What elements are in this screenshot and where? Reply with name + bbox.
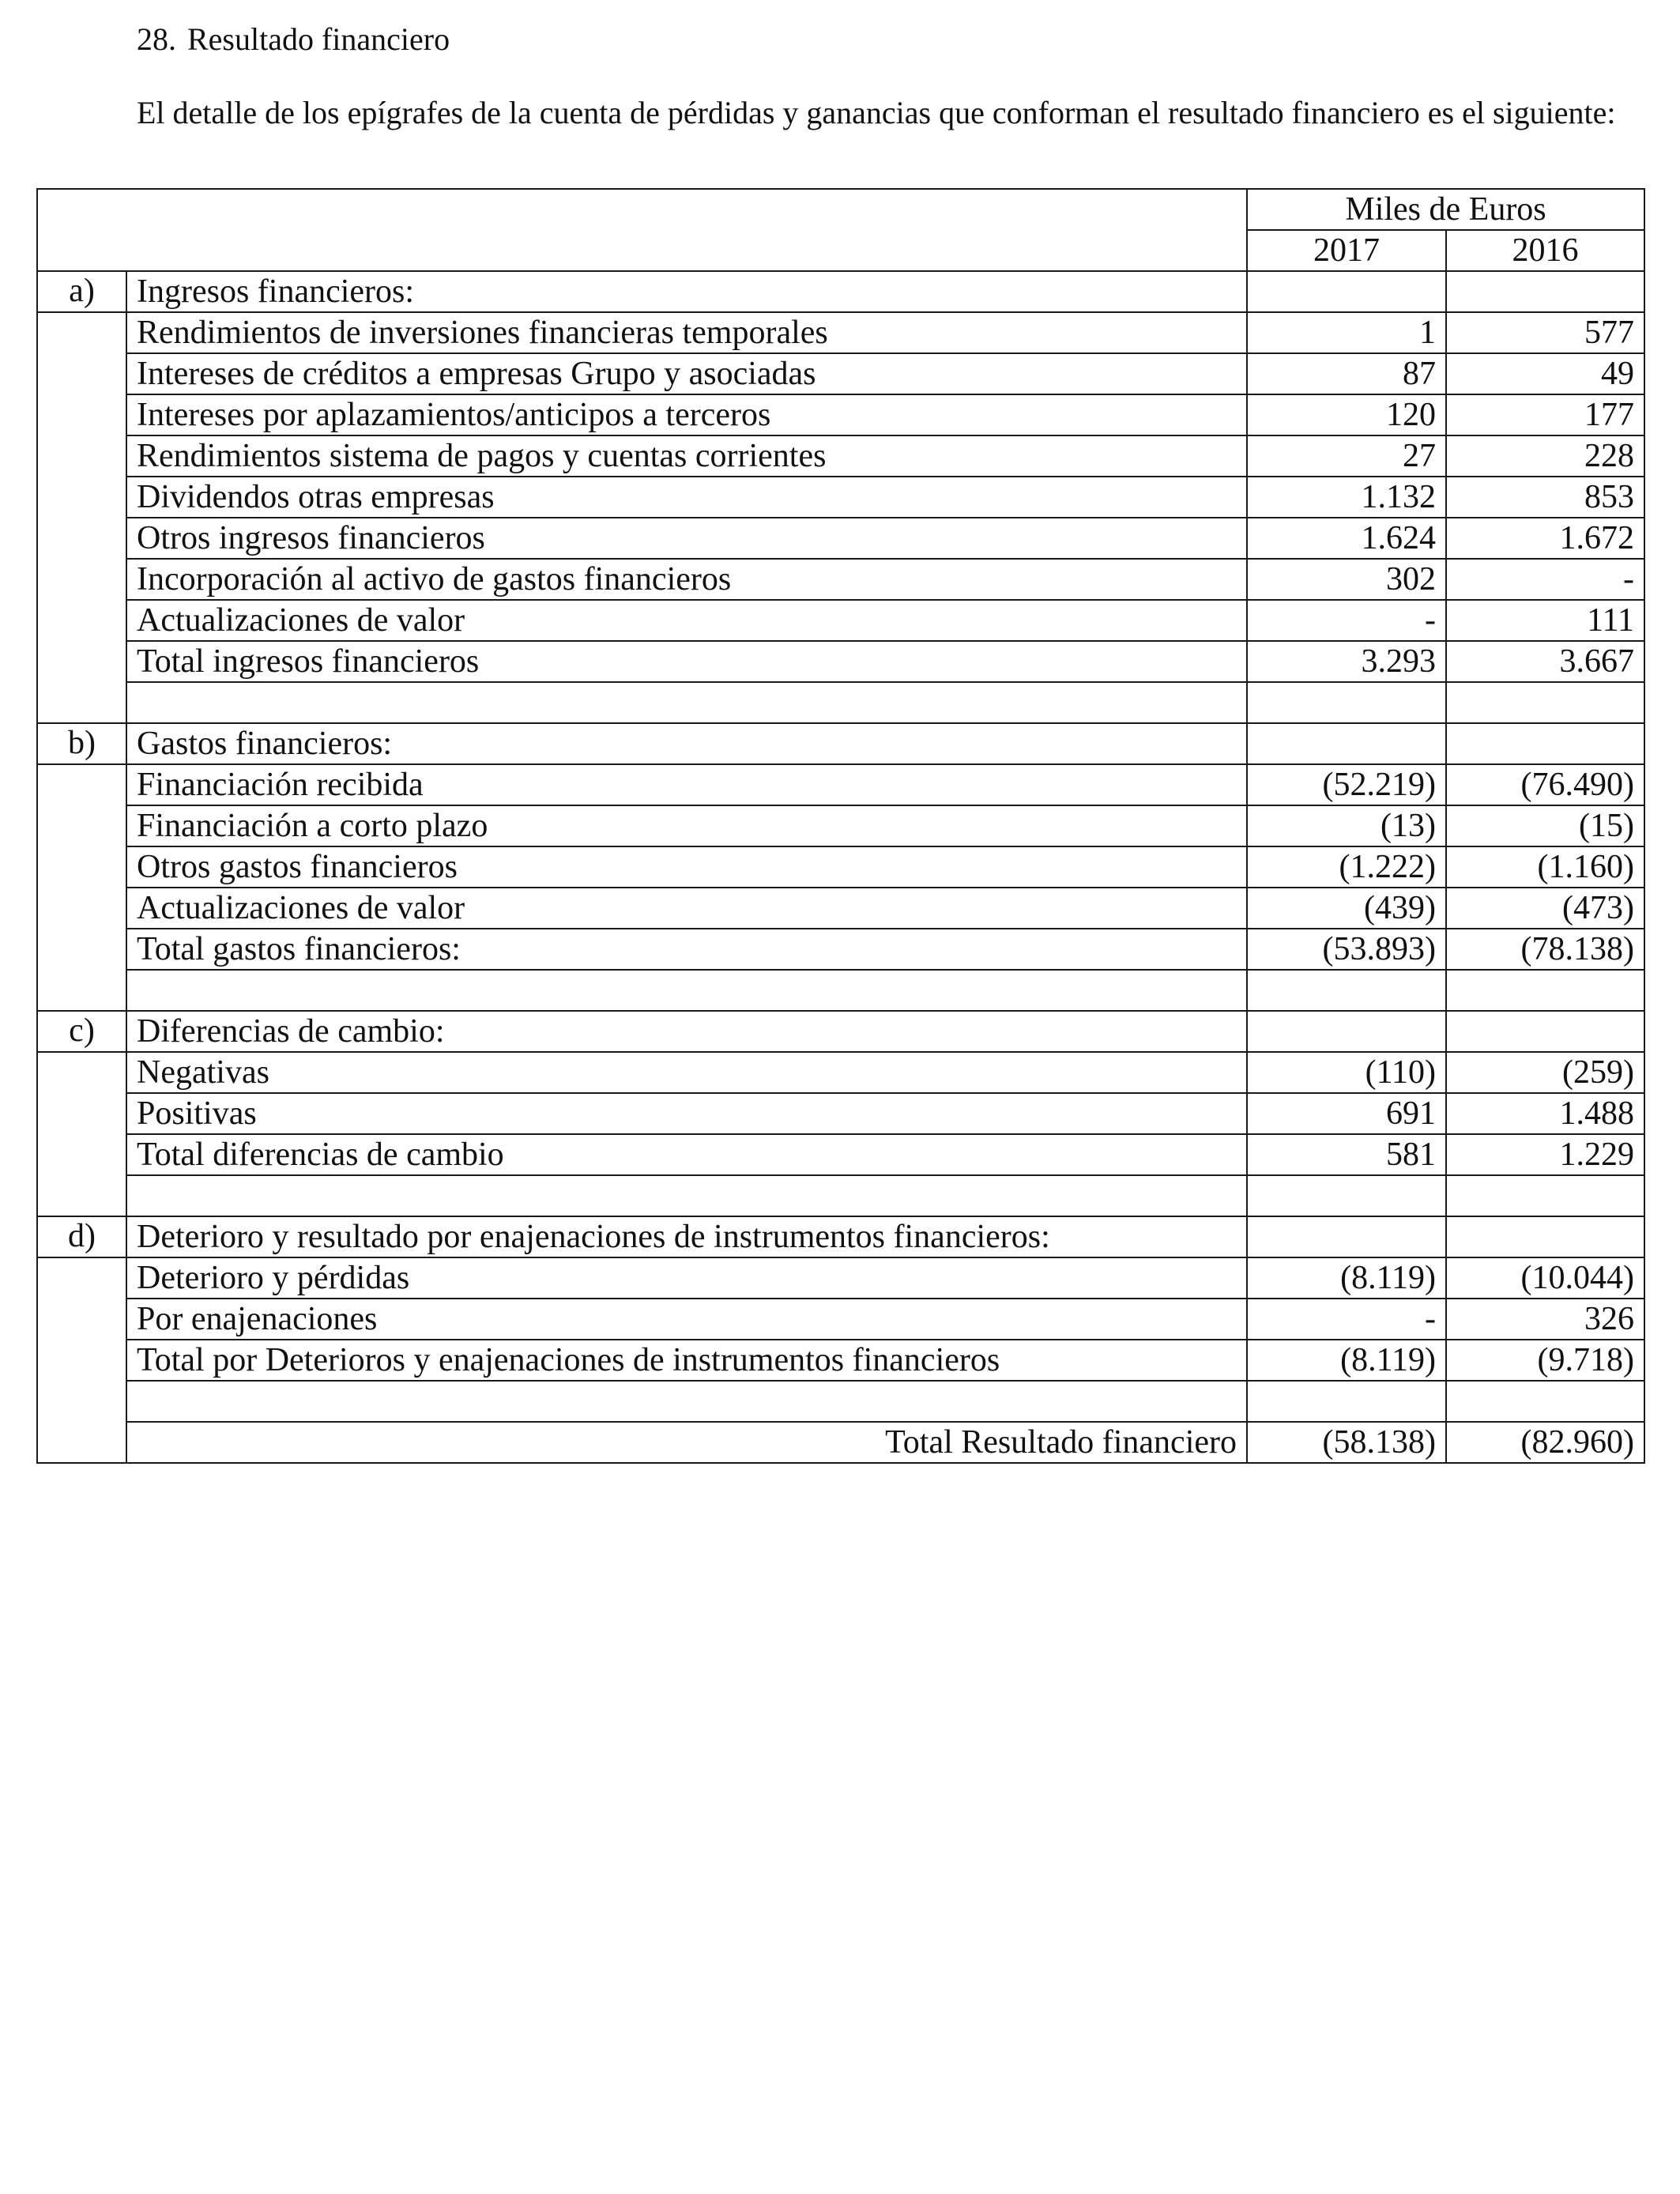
row-label: Negativas — [126, 1052, 1247, 1093]
section-title: Diferencias de cambio: — [126, 1011, 1247, 1052]
value-2017: 1.624 — [1247, 518, 1446, 559]
table-row — [37, 559, 1644, 600]
empty-cell — [1247, 682, 1446, 723]
row-label: Financiación a corto plazo — [126, 805, 1247, 846]
row-label: Otros gastos financieros — [126, 846, 1247, 888]
section-letter: d) — [37, 1216, 126, 1257]
table-row — [37, 805, 1644, 846]
empty-cell — [126, 1381, 1247, 1422]
value-2016: 111 — [1446, 600, 1644, 641]
grand-total-row — [37, 1422, 1644, 1463]
section-d-letter-span — [37, 1257, 126, 1463]
value-2016: 177 — [1446, 394, 1644, 435]
section-number: 28. — [137, 21, 176, 57]
section-letter: a) — [37, 271, 126, 312]
row-label: Intereses de créditos a empresas Grupo y asociadas — [126, 353, 1247, 394]
value-2016: (473) — [1446, 888, 1644, 929]
section-b-title-row — [37, 723, 1644, 764]
empty-cell — [1247, 271, 1446, 312]
row-label: Financiación recibida — [126, 764, 1247, 805]
value-2017: (8.119) — [1247, 1340, 1446, 1381]
section-title: Resultado financiero — [187, 21, 450, 57]
value-2016: 853 — [1446, 477, 1644, 518]
value-2017: (110) — [1247, 1052, 1446, 1093]
value-2016: (76.490) — [1446, 764, 1644, 805]
section-d-title-row — [37, 1216, 1644, 1257]
value-2016: 1.229 — [1446, 1134, 1644, 1175]
section-b-letter-span — [37, 764, 126, 1011]
value-2016: 326 — [1446, 1299, 1644, 1340]
row-label: Total gastos financieros: — [126, 929, 1247, 970]
empty-cell — [1247, 1216, 1446, 1257]
value-2016: (9.718) — [1446, 1340, 1644, 1381]
empty-cell — [1446, 723, 1644, 764]
row-label: Dividendos otras empresas — [126, 477, 1247, 518]
section-c-title-row — [37, 1011, 1644, 1052]
row-label: Por enajenaciones — [126, 1299, 1247, 1340]
value-2017: 1.132 — [1247, 477, 1446, 518]
table-row — [37, 1257, 1644, 1299]
value-2017: 302 — [1247, 559, 1446, 600]
table-row — [37, 353, 1644, 394]
empty-cell — [1247, 1011, 1446, 1052]
empty-cell — [126, 1175, 1247, 1216]
empty-cell — [1446, 1216, 1644, 1257]
section-a-letter-span — [37, 312, 126, 723]
section-title: Deterioro y resultado por enajenaciones de instrumentos financieros: — [126, 1216, 1247, 1257]
value-2016: (15) — [1446, 805, 1644, 846]
table-row-total — [37, 1134, 1644, 1175]
table-row — [37, 312, 1644, 353]
value-2016: 577 — [1446, 312, 1644, 353]
value-2017: (52.219) — [1247, 764, 1446, 805]
table-row — [37, 477, 1644, 518]
intro-paragraph: El detalle de los epígrafes de la cuenta de pérdidas y ganancias que conforman el resultado financiero es el siguiente: — [137, 95, 1616, 130]
table-row — [37, 1052, 1644, 1093]
row-label: Actualizaciones de valor — [126, 600, 1247, 641]
empty-cell — [126, 970, 1247, 1011]
spacer-row — [37, 682, 1644, 723]
table-row — [37, 394, 1644, 435]
table-row — [37, 435, 1644, 477]
value-2017: - — [1247, 600, 1446, 641]
table-row-total — [37, 929, 1644, 970]
empty-cell — [1247, 1175, 1446, 1216]
section-a-title-row — [37, 271, 1644, 312]
section-heading — [137, 19, 450, 60]
value-2017: (1.222) — [1247, 846, 1446, 888]
row-label: Total por Deterioros y enajenaciones de instrumentos financieros — [126, 1340, 1247, 1381]
value-2017: - — [1247, 1299, 1446, 1340]
value-2016: 1.488 — [1446, 1093, 1644, 1134]
table-row — [37, 600, 1644, 641]
value-2017: 691 — [1247, 1093, 1446, 1134]
table-row-total — [37, 1340, 1644, 1381]
section-letter: b) — [37, 723, 126, 764]
section-letter: c) — [37, 1011, 126, 1052]
value-2017: 581 — [1247, 1134, 1446, 1175]
grand-total-2017: (58.138) — [1247, 1422, 1446, 1463]
value-2016: (10.044) — [1446, 1257, 1644, 1299]
row-label: Positivas — [126, 1093, 1247, 1134]
row-label: Actualizaciones de valor — [126, 888, 1247, 929]
empty-cell — [1446, 1381, 1644, 1422]
grand-total-label: Total Resultado financiero — [126, 1422, 1247, 1463]
value-2017: 27 — [1247, 435, 1446, 477]
spacer-row — [37, 1381, 1644, 1422]
table-row — [37, 1093, 1644, 1134]
table-row — [37, 888, 1644, 929]
year-header-2016: 2016 — [1446, 230, 1644, 271]
header-row-unit — [37, 189, 1644, 230]
section-title: Ingresos financieros: — [126, 271, 1247, 312]
section-c-letter-span — [37, 1052, 126, 1216]
value-2017: 1 — [1247, 312, 1446, 353]
value-2017: 120 — [1247, 394, 1446, 435]
empty-cell — [1446, 1011, 1644, 1052]
row-label: Deterioro y pérdidas — [126, 1257, 1247, 1299]
row-label: Intereses por aplazamientos/anticipos a terceros — [126, 394, 1247, 435]
empty-cell — [126, 682, 1247, 723]
grand-total-2016: (82.960) — [1446, 1422, 1644, 1463]
value-2016: - — [1446, 559, 1644, 600]
value-2016: 3.667 — [1446, 641, 1644, 682]
unit-header: Miles de Euros — [1247, 189, 1644, 230]
empty-cell — [1446, 1175, 1644, 1216]
table-row — [37, 764, 1644, 805]
header-blank-cell — [37, 189, 1247, 271]
empty-cell — [1247, 970, 1446, 1011]
row-label: Otros ingresos financieros — [126, 518, 1247, 559]
table-row — [37, 1299, 1644, 1340]
value-2017: (439) — [1247, 888, 1446, 929]
value-2017: 3.293 — [1247, 641, 1446, 682]
value-2016: 1.672 — [1446, 518, 1644, 559]
row-label: Total diferencias de cambio — [126, 1134, 1247, 1175]
spacer-row — [37, 970, 1644, 1011]
value-2017: 87 — [1247, 353, 1446, 394]
row-label: Rendimientos sistema de pagos y cuentas corrientes — [126, 435, 1247, 477]
table-row — [37, 846, 1644, 888]
value-2017: (13) — [1247, 805, 1446, 846]
empty-cell — [1446, 682, 1644, 723]
value-2016: (1.160) — [1446, 846, 1644, 888]
empty-cell — [1247, 1381, 1446, 1422]
row-label: Total ingresos financieros — [126, 641, 1247, 682]
table-row — [37, 518, 1644, 559]
value-2016: (259) — [1446, 1052, 1644, 1093]
value-2016: (78.138) — [1446, 929, 1644, 970]
value-2017: (53.893) — [1247, 929, 1446, 970]
table-row-total — [37, 641, 1644, 682]
empty-cell — [1446, 271, 1644, 312]
spacer-row — [37, 1175, 1644, 1216]
value-2016: 228 — [1446, 435, 1644, 477]
year-header-2017: 2017 — [1247, 230, 1446, 271]
row-label: Rendimientos de inversiones financieras temporales — [126, 312, 1247, 353]
section-title: Gastos financieros: — [126, 723, 1247, 764]
empty-cell — [1446, 970, 1644, 1011]
value-2016: 49 — [1446, 353, 1644, 394]
financial-result-table — [36, 188, 1645, 1464]
value-2017: (8.119) — [1247, 1257, 1446, 1299]
empty-cell — [1247, 723, 1446, 764]
row-label: Incorporación al activo de gastos financieros — [126, 559, 1247, 600]
